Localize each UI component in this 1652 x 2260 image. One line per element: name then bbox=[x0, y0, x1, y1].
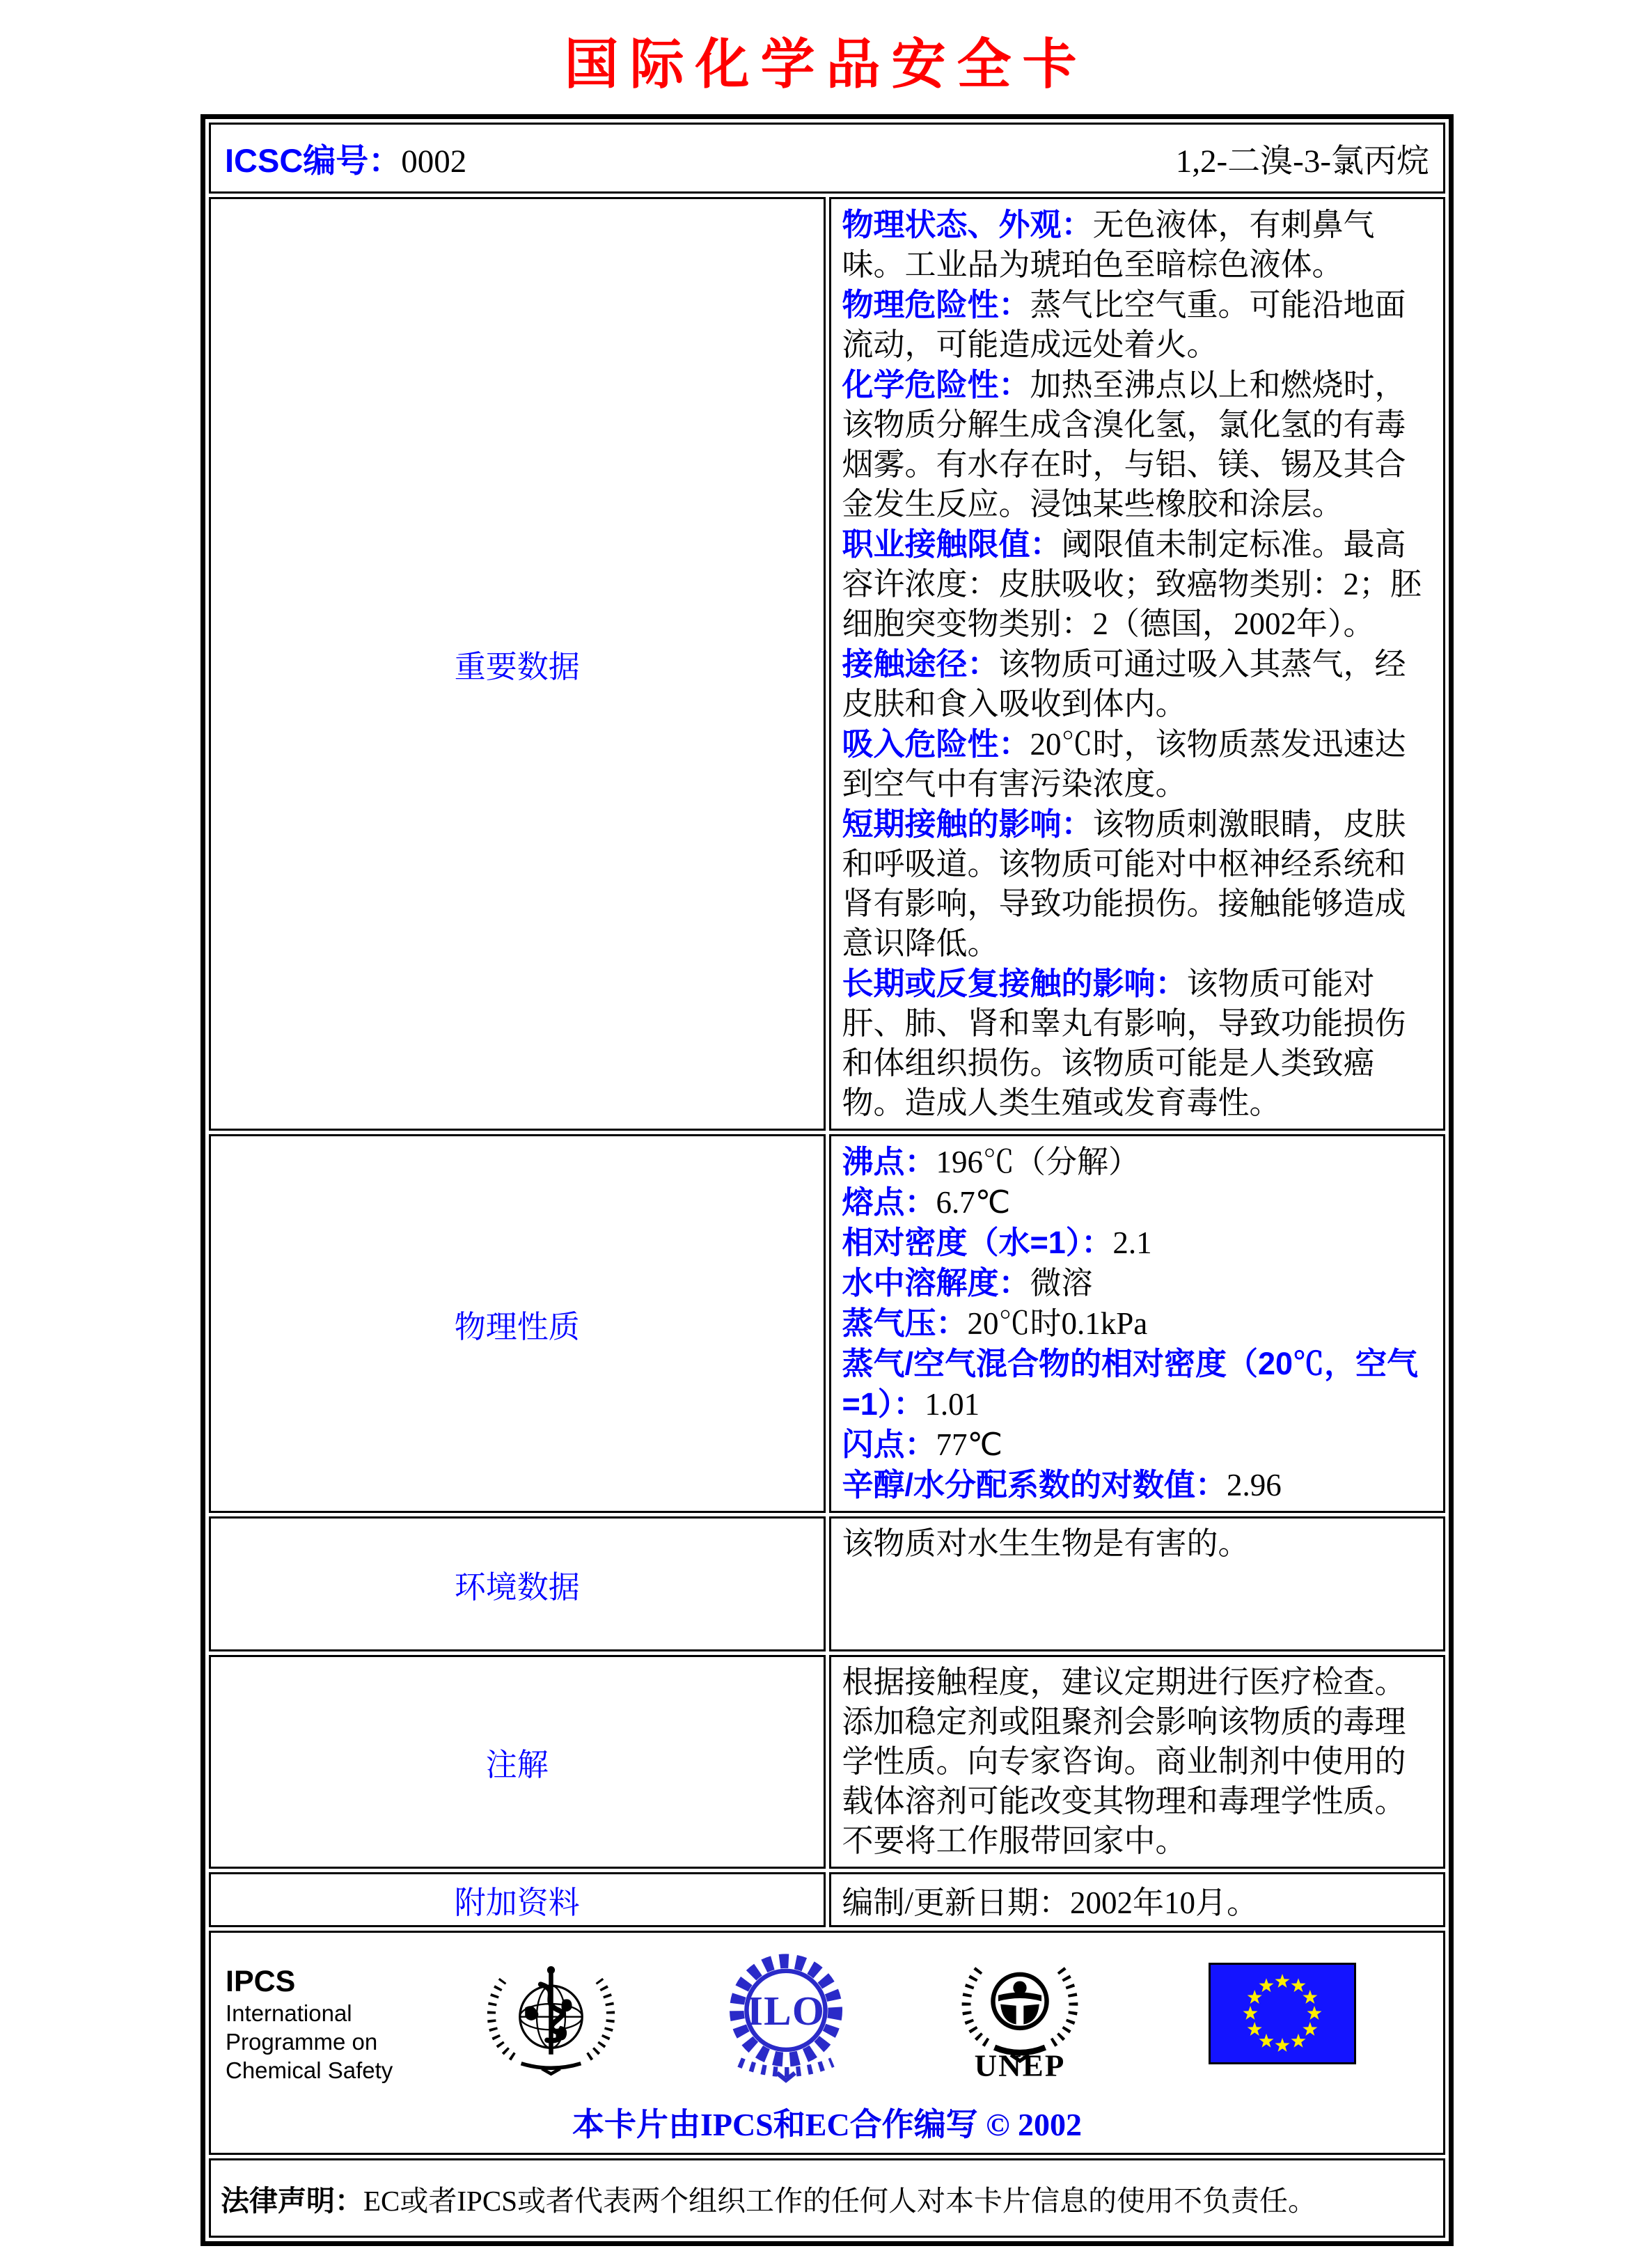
entry bbox=[842, 724, 1433, 804]
additional-info-row bbox=[209, 1872, 1445, 1927]
entry bbox=[842, 205, 1433, 285]
legal-notice-label: 法律声明： bbox=[221, 2184, 363, 2217]
icsc-number bbox=[225, 135, 466, 182]
entry-text: 77℃ bbox=[936, 1427, 1003, 1462]
footer-content bbox=[212, 1933, 1442, 2152]
entry bbox=[842, 365, 1433, 524]
entry bbox=[842, 964, 1433, 1123]
entry-label: 相对密度（水=1）： bbox=[842, 1225, 1113, 1260]
section-label-notes: 注解 bbox=[209, 1655, 826, 1869]
ipcs-line: Programme on bbox=[226, 2029, 378, 2055]
icsc-number-value: 0002 bbox=[401, 143, 467, 180]
footer-row bbox=[209, 1931, 1445, 2155]
who-icon bbox=[480, 1945, 622, 2092]
entry-text: 2.96 bbox=[1227, 1468, 1282, 1502]
legal-row bbox=[209, 2158, 1445, 2238]
entry bbox=[842, 1303, 1433, 1344]
entry bbox=[842, 644, 1433, 724]
logo-strip bbox=[216, 1943, 1438, 2092]
section-label-physical-properties: 物理性质 bbox=[209, 1134, 826, 1513]
environmental-data-row bbox=[209, 1516, 1445, 1651]
entry-text: 根据接触程度，建议定期进行医疗检查。添加稳定剂或阻聚剂会影响该物质的毒理学性质。向专家咨询。商业制剂中使用的载体溶剂可能改变其物理和毒理学性质。不要将工作服带回家中。 bbox=[842, 1665, 1406, 1858]
entry-text: 6.7℃ bbox=[936, 1185, 1011, 1220]
entry-text: 196℃（分解） bbox=[936, 1145, 1140, 1179]
entry-text: 蒸气比空气重。可能沿地面流动，可能造成远处着火。 bbox=[842, 288, 1406, 362]
legal-notice bbox=[209, 2158, 1445, 2238]
svg-text:ILO: ILO bbox=[746, 1987, 826, 2034]
additional-info-content bbox=[829, 1872, 1446, 1927]
entry bbox=[842, 1263, 1433, 1303]
entry-text: 20℃时0.1kPa bbox=[967, 1306, 1148, 1341]
entry-label: 长期或反复接触的影响： bbox=[842, 966, 1187, 1001]
entry-label: 蒸气压： bbox=[842, 1305, 968, 1341]
entry-text: 该物质对水生生物是有害的。 bbox=[842, 1526, 1250, 1561]
page-title: 国际化学品安全卡 bbox=[564, 34, 1088, 95]
entry-text: 2.1 bbox=[1112, 1225, 1152, 1260]
ilo-icon bbox=[723, 1947, 849, 2087]
physical-properties-content bbox=[829, 1134, 1446, 1513]
entry-label: 熔点： bbox=[842, 1184, 936, 1220]
ipcs-logo-text bbox=[226, 1964, 424, 2085]
entry-label: 短期接触的影响： bbox=[842, 806, 1093, 842]
section-label-additional-info: 附加资料 bbox=[209, 1872, 826, 1927]
notes-content bbox=[829, 1655, 1446, 1869]
entry-text: 该物质可能对肝、肺、肾和睾丸有影响，导致功能损伤和体组织损伤。该物质可能是人类致癌物。造成人类生殖或发育毒性。 bbox=[842, 966, 1406, 1120]
entry bbox=[842, 1425, 1433, 1465]
entry-label: 沸点： bbox=[842, 1144, 936, 1179]
entry bbox=[842, 285, 1433, 365]
entry-label: 接触途径： bbox=[842, 646, 999, 682]
entry-label: 辛醇/水分配系数的对数值： bbox=[842, 1467, 1227, 1502]
entry-label: 物理危险性： bbox=[842, 287, 1030, 322]
footer-caption: 本卡片由IPCS和EC合作编写 © 2002 bbox=[572, 2107, 1083, 2142]
chemical-name: 1,2-二溴-3-氯丙烷 bbox=[1175, 143, 1429, 180]
ipcs-line: Chemical Safety bbox=[226, 2057, 393, 2083]
entry-text: 编制/更新日期：2002年10月。 bbox=[842, 1885, 1259, 1920]
section-label-environmental-data: 环境数据 bbox=[209, 1516, 826, 1651]
eu-flag-icon bbox=[1209, 1963, 1356, 2064]
entry-text: 微溶 bbox=[1030, 1266, 1093, 1301]
entry bbox=[842, 1524, 1433, 1564]
header-content bbox=[218, 125, 1436, 191]
ipcs-title: IPCS bbox=[226, 1965, 296, 1998]
entry-label: 水中溶解度： bbox=[842, 1265, 1030, 1301]
icsc-page bbox=[0, 21, 1652, 2260]
footer-cell bbox=[209, 1931, 1445, 2155]
entry-text: 加热至沸点以上和燃烧时，该物质分解生成含溴化氢，氯化氢的有毒烟雾。有水存在时，与铝、镁、锡及其合金发生反应。浸蚀某些橡胶和涂层。 bbox=[842, 368, 1406, 521]
ipcs-line: International bbox=[226, 2000, 352, 2026]
notes-row bbox=[209, 1655, 1445, 1869]
entry bbox=[842, 1663, 1433, 1861]
unep-icon bbox=[960, 1945, 1080, 2082]
entry-text: 无色液体，有刺鼻气味。工业品为琥珀色至暗棕色液体。 bbox=[842, 207, 1375, 282]
entry bbox=[842, 1344, 1433, 1425]
header-cell bbox=[209, 123, 1445, 194]
entry bbox=[842, 1465, 1433, 1505]
entry-text: 该物质刺激眼睛，皮肤和呼吸道。该物质可能对中枢神经系统和肾有影响，导致功能损伤。接触能够造成意识降低。 bbox=[842, 807, 1406, 961]
entry-text: 阈限值未制定标准。最高容许浓度：皮肤吸收；致癌物类别：2；胚细胞突变物类别：2（德国，2002年）。 bbox=[842, 527, 1422, 641]
entry bbox=[842, 1182, 1433, 1223]
entry-label: 吸入危险性： bbox=[842, 726, 1030, 762]
environmental-data-content bbox=[829, 1516, 1446, 1651]
entry bbox=[842, 804, 1433, 964]
entry-text: 该物质可通过吸入其蒸气，经皮肤和食入吸收到体内。 bbox=[842, 647, 1406, 721]
entry bbox=[842, 1223, 1433, 1263]
entry-label: 职业接触限值： bbox=[842, 526, 1062, 562]
important-data-row bbox=[209, 197, 1445, 1131]
header-row bbox=[209, 123, 1445, 194]
svg-text:UNEP: UNEP bbox=[974, 2048, 1066, 2082]
entry-label: 化学危险性： bbox=[842, 367, 1030, 402]
entry bbox=[842, 524, 1433, 644]
entry-label: 物理状态、外观： bbox=[842, 207, 1093, 242]
important-data-content bbox=[829, 197, 1446, 1131]
icsc-card-table bbox=[200, 114, 1454, 2246]
legal-notice-text: EC或者IPCS或者代表两个组织工作的任何人对本卡片信息的使用不负责任。 bbox=[363, 2184, 1316, 2217]
icsc-number-label: ICSC编号： bbox=[225, 141, 402, 179]
entry bbox=[842, 1142, 1433, 1182]
entry-label: 蒸气/空气混合物的相对密度（20℃，空气=1）： bbox=[842, 1346, 1419, 1422]
entry-label: 闪点： bbox=[842, 1427, 936, 1462]
physical-properties-row bbox=[209, 1134, 1445, 1513]
entry-text: 1.01 bbox=[925, 1387, 980, 1422]
section-label-important-data: 重要数据 bbox=[209, 197, 826, 1131]
entry-text: 20℃时，该物质蒸发迅速达到空气中有害污染浓度。 bbox=[842, 727, 1406, 801]
